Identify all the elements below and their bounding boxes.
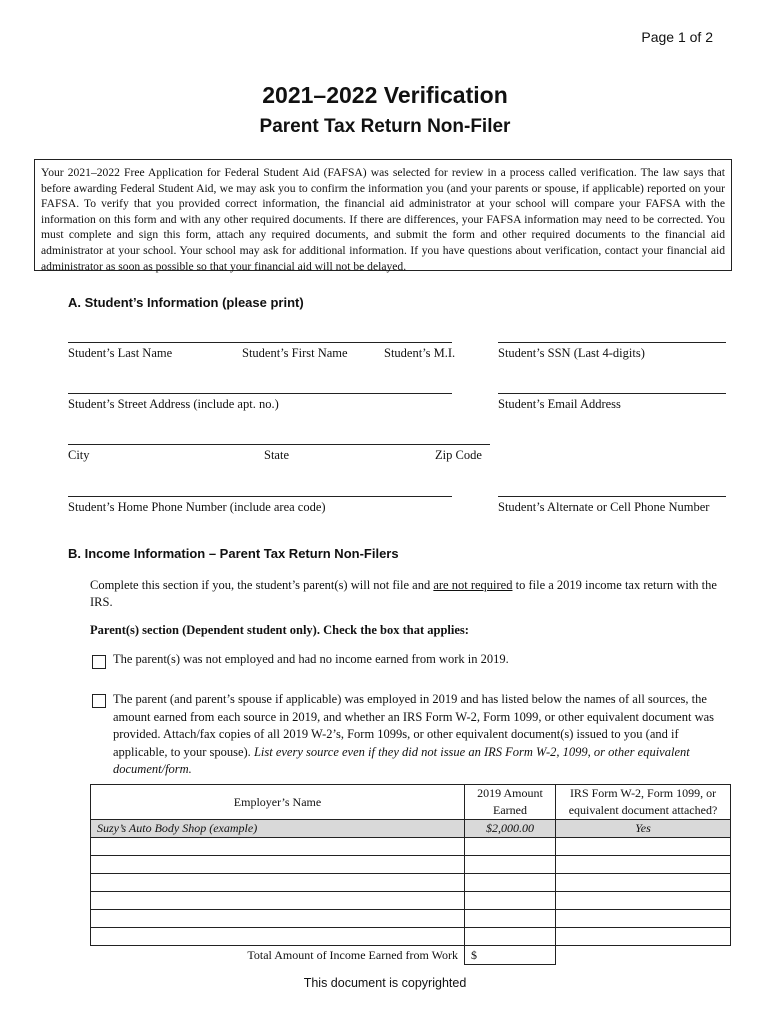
home-phone-field-line[interactable] xyxy=(68,496,452,497)
city-label: City xyxy=(68,448,90,462)
desc-text-2: to file a 2019 income tax return with the IRS. xyxy=(90,578,717,609)
amount-cell[interactable] xyxy=(465,838,556,856)
parent-section-subheading: Parent(s) section (Dependent student only). Check the box that applies: xyxy=(90,623,469,637)
total-amount-cell[interactable]: $ xyxy=(465,946,556,965)
total-label: Total Amount of Income Earned from Work xyxy=(91,946,465,965)
desc-underlined: are not required xyxy=(433,578,513,592)
alt-phone-label: Student’s Alternate or Cell Phone Number xyxy=(498,500,710,514)
amount-cell[interactable] xyxy=(465,874,556,892)
first-name-label: Student’s First Name xyxy=(242,346,348,360)
option2-checkbox[interactable] xyxy=(92,694,106,708)
attached-cell[interactable] xyxy=(556,892,731,910)
table-row xyxy=(91,910,731,928)
city-state-zip-field-line[interactable] xyxy=(68,444,490,445)
option1-checkbox[interactable] xyxy=(92,655,106,669)
alt-phone-field-line[interactable] xyxy=(498,496,726,497)
page-number: Page 1 of 2 xyxy=(641,29,713,45)
zip-code-label: Zip Code xyxy=(435,448,482,462)
email-label: Student’s Email Address xyxy=(498,397,621,411)
middle-initial-label: Student’s M.I. xyxy=(384,346,456,360)
table-row xyxy=(91,856,731,874)
employer-cell[interactable] xyxy=(91,928,465,946)
attached-cell[interactable] xyxy=(556,874,731,892)
attached-cell[interactable] xyxy=(556,910,731,928)
form-title: 2021–2022 Verification xyxy=(262,82,508,108)
table-row xyxy=(91,928,731,946)
amount-cell[interactable] xyxy=(465,928,556,946)
amount-cell[interactable] xyxy=(465,856,556,874)
name-field-line[interactable] xyxy=(68,342,452,343)
state-label: State xyxy=(264,448,289,462)
amount-header: 2019 Amount Earned xyxy=(465,785,556,820)
email-field-line[interactable] xyxy=(498,393,726,394)
form-subtitle: Parent Tax Return Non-Filer xyxy=(259,116,511,137)
income-table xyxy=(90,784,731,965)
form-attached-header: IRS Form W-2, Form 1099, or equivalent document attached? xyxy=(556,785,731,820)
option2-text: The parent (and parent’s spouse if applicable) was employed in 2019 and has listed below the names of all sources, the amount earned from each source in 2019, and whether an IRS Form W-2, Form 1099, or other equivalent document was provided. Attach/fax copies of all 2019 W-2’s, Form 1099s, or other equivalent document(s) issued to you (and if applicable, to your spouse). xyxy=(113,692,715,759)
employer-cell[interactable] xyxy=(91,874,465,892)
desc-text-1: Complete this section if you, the student’s parent(s) will not file and xyxy=(90,578,434,592)
home-phone-label: Student’s Home Phone Number (include area code) xyxy=(68,500,326,514)
last-name-label: Student’s Last Name xyxy=(68,346,173,360)
example-row xyxy=(91,820,731,838)
employer-name-header: Employer’s Name xyxy=(91,785,465,820)
example-attached: Yes xyxy=(556,820,731,838)
example-amount: $2,000.00 xyxy=(465,820,556,838)
amount-cell[interactable] xyxy=(465,910,556,928)
street-address-field-line[interactable] xyxy=(68,393,452,394)
total-row xyxy=(91,946,731,965)
section-b-description xyxy=(90,577,730,611)
table-header-row xyxy=(91,785,731,820)
option2-label xyxy=(113,691,729,779)
amount-cell[interactable] xyxy=(465,892,556,910)
section-a-heading: A. Student’s Information (please print) xyxy=(68,295,304,310)
attached-cell[interactable] xyxy=(556,838,731,856)
table-row xyxy=(91,892,731,910)
employer-cell[interactable] xyxy=(91,892,465,910)
table-row xyxy=(91,838,731,856)
example-employer: Suzy’s Auto Body Shop (example) xyxy=(91,820,465,838)
intro-box: Your 2021–2022 Free Application for Federal Student Aid (FAFSA) was selected for review in a process called verification. The law says that before awarding Federal Student Aid, we may ask you to confirm the information you (and your parents or spouse, if applicable) reported on your FAFSA. To verify that you provided correct information, the financial aid administrator at your school will compare your FAFSA with the information on this form and with any other required documents. If there are differences, your FAFSA information may need to be corrected. You must complete and sign this form, attach any required documents, and submit the form and other required documents to the financial aid administrator at your school. Your school may ask for additional information. If you have questions about verification, contact your financial aid administrator as soon as possible so that your financial aid will not be delayed. xyxy=(34,159,732,271)
option2-italic-note: List every source even if they did not issue an IRS Form W-2, 1099, or other equivalent document/form. xyxy=(113,744,690,776)
attached-cell[interactable] xyxy=(556,928,731,946)
employer-cell[interactable] xyxy=(91,856,465,874)
table-row xyxy=(91,874,731,892)
copyright-footer: This document is copyrighted xyxy=(303,976,467,990)
section-b-heading: B. Income Information – Parent Tax Return Non-Filers xyxy=(68,546,399,561)
ssn-field-line[interactable] xyxy=(498,342,726,343)
employer-cell[interactable] xyxy=(91,910,465,928)
option1-label: The parent(s) was not employed and had no income earned from work in 2019. xyxy=(113,652,509,666)
ssn-label: Student’s SSN (Last 4-digits) xyxy=(498,346,645,360)
street-address-label: Student’s Street Address (include apt. no.) xyxy=(68,397,279,411)
employer-cell[interactable] xyxy=(91,838,465,856)
attached-cell[interactable] xyxy=(556,856,731,874)
